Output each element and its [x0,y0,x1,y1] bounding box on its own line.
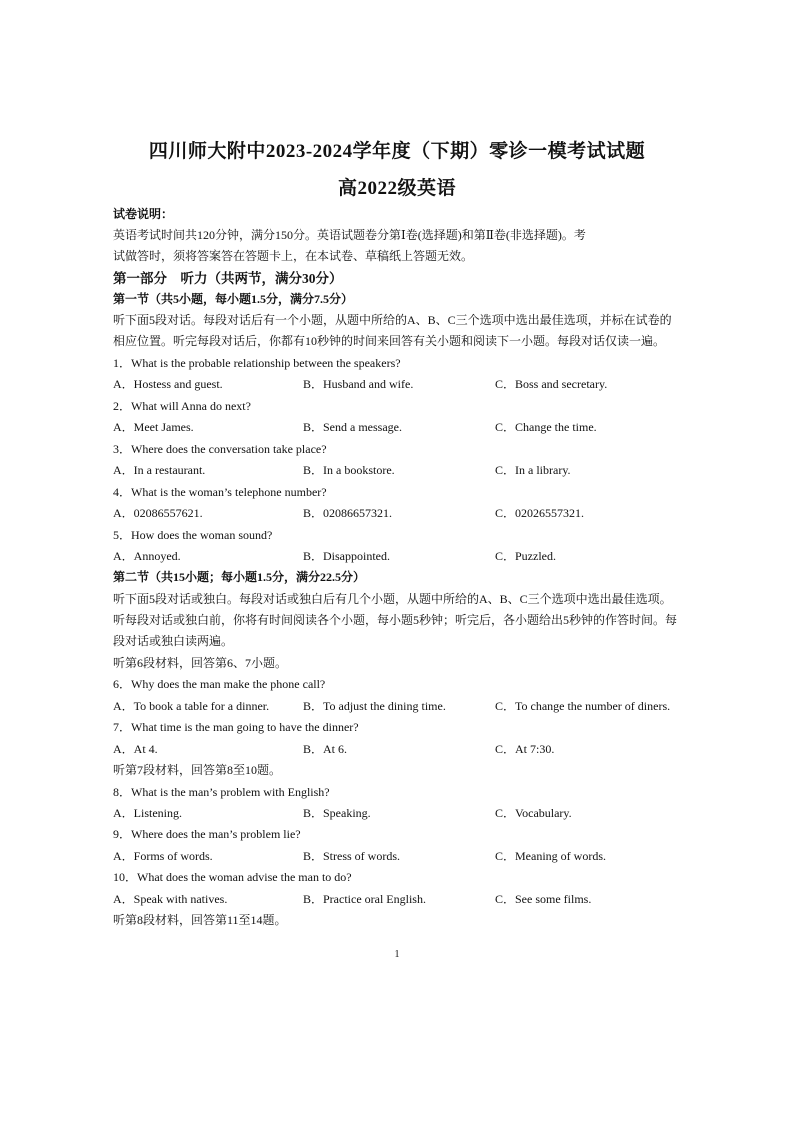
option-b: B．Disappointed. [303,549,390,563]
instructions-line: 试做答时，须将答案答在答题卡上，在本试卷、草稿纸上答题无效。 [113,249,474,263]
option-c: C．Boss and secretary. [495,377,608,391]
page-title: 四川师大附中2023-2024学年度（下期）零诊一模考试试题 [148,141,646,162]
question-text: 10．What does the woman advise the man to do? [113,870,352,884]
material-note: 听第7段材料，回答第8至10题。 [113,763,282,777]
question-text: 4．What is the woman’s telephone number? [113,485,327,499]
question-text: 3．Where does the conversation take place? [113,442,327,456]
option-a: A．Hostess and guest. [113,377,223,391]
option-b: B．In a bookstore. [303,463,395,477]
option-a: A．Meet James. [113,420,194,434]
option-a: A．Listening. [113,806,182,820]
option-b: B．02086657321. [303,506,393,520]
page-subtitle: 高2022级英语 [337,178,456,199]
option-c: C．See some films. [495,892,592,906]
section-directions: 听每段对话或独白前，你将有时间阅读各个小题，每小题5秒钟；听完后，各小题给出5秒钟的作答时间。每 [113,613,678,627]
option-a: A．Speak with natives. [113,892,228,906]
option-c: C．Meaning of words. [495,849,606,863]
section-directions: 相应位置。听完每段对话后，你都有10秒钟的时间来回答有关小题和阅读下一小题。每段对话仅读一遍。 [113,334,666,348]
question-text: 9．Where does the man’s problem lie? [113,827,301,841]
option-a: A．In a restaurant. [113,463,206,477]
option-a: A．Annoyed. [113,549,181,563]
option-b: B．Stress of words. [303,849,401,863]
instructions-line: 英语考试时间共120分钟，满分150分。英语试题卷分第Ⅰ卷(选择题)和第Ⅱ卷(非选择题)。考 [113,228,586,242]
option-c: C．02026557321. [495,506,585,520]
question-text: 8．What is the man’s problem with English? [113,785,330,799]
material-note: 听第8段材料，回答第11至14题。 [113,913,287,927]
option-a: A．Forms of words. [113,849,213,863]
section-directions: 听下面5段对话或独白。每段对话或独白后有几个小题，从题中所给的A、B、C三个选项中选出最佳选项。 [113,592,672,606]
option-b: B．Husband and wife. [303,377,414,391]
section-directions: 听下面5段对话。每段对话后有一个小题，从题中所给的A、B、C三个选项中选出最佳选项，并标在试卷的 [113,313,672,327]
section-heading: 第二节（共15小题；每小题1.5分，满分22.5分） [113,570,366,584]
option-b: B．To adjust the dining time. [303,699,446,713]
part-heading: 第一部分 听力（共两节，满分30分） [113,271,343,286]
option-c: C．In a library. [495,463,571,477]
option-a: A．To book a table for a dinner. [113,699,270,713]
option-a: A．At 4. [113,742,158,756]
option-b: B．Send a message. [303,420,402,434]
question-text: 5．How does the woman sound? [113,528,273,542]
option-b: B．Speaking. [303,806,371,820]
section-directions: 段对话或独白读两遍。 [113,634,234,648]
option-a: A．02086557621. [113,506,203,520]
option-b: B．At 6. [303,742,348,756]
question-text: 1．What is the probable relationship between the speakers? [113,356,401,370]
question-text: 2．What will Anna do next? [113,399,251,413]
option-c: C．To change the number of diners. [495,699,671,713]
section-heading: 第一节（共5小题，每小题1.5分，满分7.5分） [113,292,354,306]
option-b: B．Practice oral English. [303,892,426,906]
material-note: 听第6段材料，回答第6、7小题。 [113,656,288,670]
option-c: C．Change the time. [495,420,597,434]
option-c: C．Puzzled. [495,549,556,563]
page-number: 1 [394,949,400,960]
option-c: C．At 7:30. [495,742,555,756]
option-c: C．Vocabulary. [495,806,572,820]
question-text: 7．What time is the man going to have the dinner? [113,720,359,734]
instructions-label: 试卷说明： [113,207,174,221]
question-text: 6．Why does the man make the phone call? [113,677,326,691]
